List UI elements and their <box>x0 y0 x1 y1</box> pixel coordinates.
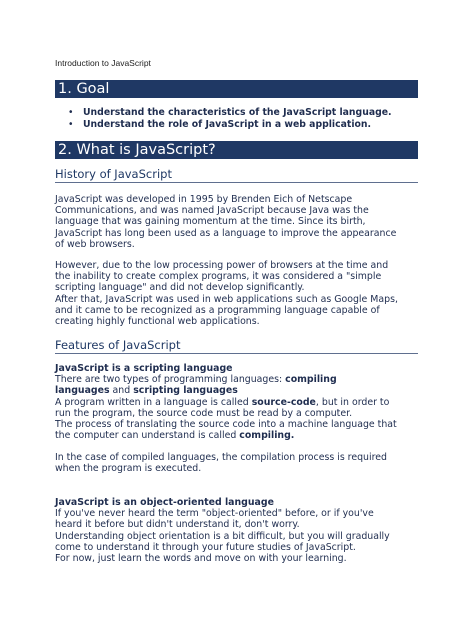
text-line: The process of translating the source code into a machine language that <box>55 419 397 431</box>
scripting-title: JavaScript is a scripting language <box>55 363 233 374</box>
text-run: A program written in a language is called <box>55 396 252 408</box>
goal-item <box>68 119 392 131</box>
text-line: In the case of compiled languages, the compilation process is required <box>55 452 387 463</box>
text-line: Communications, and was named JavaScript because Java was the <box>55 205 369 217</box>
text-line: For now, just learn the words and move on with your learning. <box>55 553 347 565</box>
heading-features: Features of JavaScript <box>55 338 418 354</box>
heading-goal: 1. Goal <box>55 80 418 98</box>
text-line: heard it before but didn't understand it, don't worry. <box>55 519 300 531</box>
goal-item-text: Understand the role of JavaScript in a web application. <box>83 119 372 130</box>
heading-what-is-javascript: 2. What is JavaScript? <box>55 141 418 159</box>
text-run: the computer can understand is called <box>55 430 240 442</box>
bullet-icon: • <box>68 119 74 130</box>
scripting-section <box>55 363 425 441</box>
text-line: JavaScript was developed in 1995 by Brenden Eich of Netscape <box>55 194 353 205</box>
text-line <box>55 385 425 396</box>
text-line <box>55 397 425 408</box>
compiled-paragraph <box>55 452 425 474</box>
oop-section <box>55 497 425 564</box>
text-line: However, due to the low processing power of browsers at the time and <box>55 260 389 271</box>
text-line: Understanding object orientation is a bit difficult, but you will gradually <box>55 530 390 542</box>
history-paragraph-1 <box>55 194 425 250</box>
text-line: language that was gaining momentum at the time. Since its birth, <box>55 216 366 228</box>
text-line <box>55 430 425 441</box>
text-line <box>55 374 425 385</box>
bold-term: languages <box>55 385 110 397</box>
text-line: run the program, the source code must be read by a computer. <box>55 407 353 419</box>
text-line: scripting language" and did not develop significantly. <box>55 282 305 294</box>
text-line: After that, JavaScript was used in web applications such as Google Maps, <box>55 293 398 305</box>
text-line: and it came to be recognized as a programming language capable of <box>55 304 380 316</box>
text-line: creating highly functional web applications. <box>55 316 260 328</box>
text-run: and <box>109 385 134 397</box>
bold-term: compiling. <box>239 430 295 442</box>
text-run: There are two types of programming languages: <box>55 374 286 386</box>
bold-term: source-code <box>251 396 316 408</box>
goal-list <box>68 107 392 131</box>
text-line: of web browsers. <box>55 238 135 250</box>
goal-item-text: Understand the characteristics of the JavaScript language. <box>83 107 392 118</box>
history-paragraph-2 <box>55 260 425 327</box>
text-line: If you've never heard the term "object-oriented" before, or if you've <box>55 508 374 520</box>
text-run: , but in order to <box>315 396 390 408</box>
oop-title: JavaScript is an object-oriented language <box>55 497 274 508</box>
heading-history: History of JavaScript <box>55 167 418 183</box>
text-line: the inability to create complex programs, it was considered a "simple <box>55 271 382 283</box>
bold-term: scripting languages <box>133 385 238 397</box>
bold-term: compiling <box>285 374 337 386</box>
text-line: JavaScript has long been used as a language to improve the appearance <box>55 227 397 239</box>
text-line: when the program is executed. <box>55 463 202 475</box>
text-line: come to understand it through your future studies of JavaScript. <box>55 541 356 553</box>
document-title: Introduction to JavaScript <box>55 58 151 68</box>
bullet-icon: • <box>68 107 74 118</box>
goal-item <box>68 107 392 119</box>
